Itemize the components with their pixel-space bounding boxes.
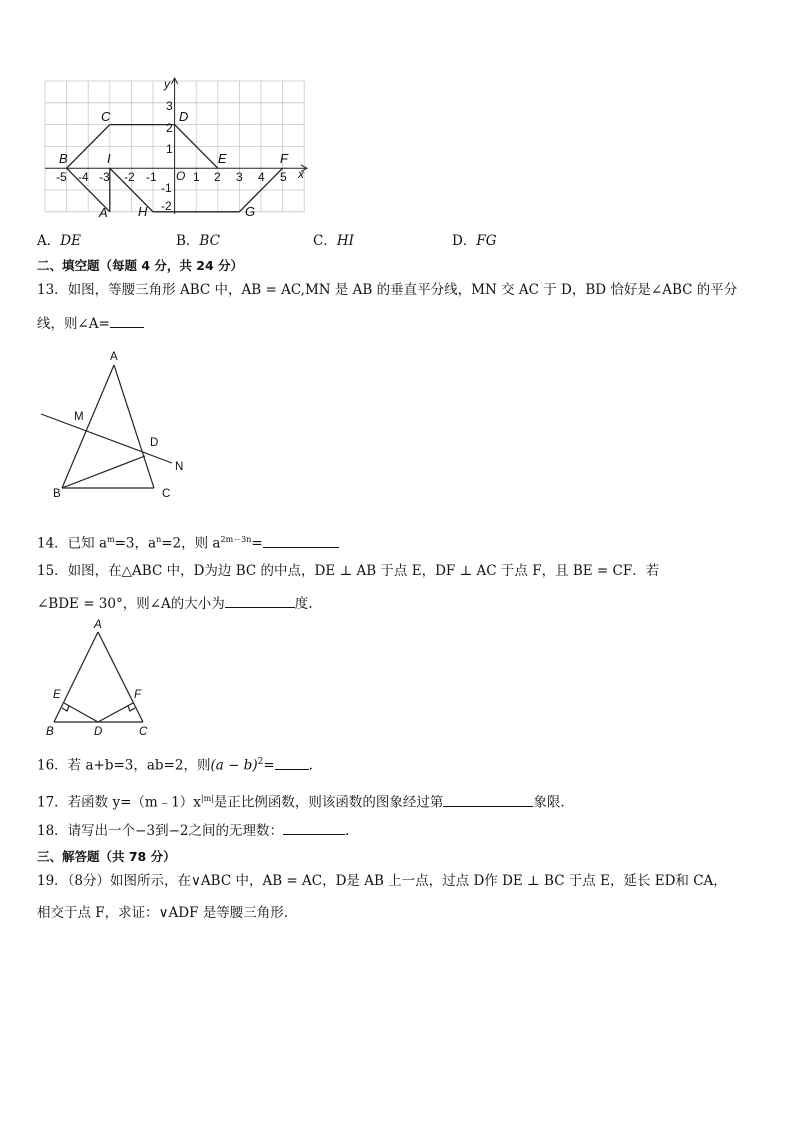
x-tick-neg1: -1 [146,170,157,184]
q13-triangle-figure [35,345,200,505]
q13-label-m: M [74,411,84,423]
point-label-f: F [280,151,288,166]
q15-label-f: F [134,689,142,701]
q13-answer-blank[interactable] [110,313,144,328]
q15-label-a: A [94,619,102,631]
coordinate-grid-figure [40,72,315,220]
y-axis-label: y [164,77,170,91]
q16-answer-blank[interactable] [275,755,309,770]
point-label-c: C [101,109,111,124]
point-label-e: E [218,151,227,166]
q13-line1: 13．如图，等腰三角形 ABC 中，AB = AC,MN 是 AB 的垂直平分线，MN 交 AC 于 D，BD 恰好是∠ABC 的平分 [37,282,738,298]
x-tick-2: 2 [214,170,221,184]
q13-label-n: N [175,461,184,473]
section2-heading: 二、填空题（每题 4 分，共 24 分） [37,258,244,273]
y-tick-neg1: -1 [161,181,172,195]
q19-line1: 19．（8分）如图所示，在∨ABC 中，AB = AC，D是 AB 上一点，过点 D作 DE ⊥ BC 于点 E，延长 ED和 CA， [37,873,727,889]
point-label-g: G [245,204,256,219]
q15-line1: 15．如图，在△ABC 中，D为边 BC 的中点，DE ⊥ AB 于点 E，DF ⊥ AC 于点 F，且 BE = CF．若 [37,563,660,579]
q15-answer-blank[interactable] [225,593,295,608]
y-tick-neg2: -2 [161,199,172,213]
x-tick-3: 3 [236,170,243,184]
option-d[interactable]: D．FG [452,233,497,249]
x-tick-4: 4 [258,170,265,184]
x-axis-label: x [298,167,304,181]
x-tick-5: 5 [280,170,287,184]
option-b[interactable]: B．BC [176,233,220,249]
q18-line: 18．请写出一个−3到−2之间的无理数： . [37,820,349,841]
section3-heading: 三、解答题（共 78 分） [37,849,176,864]
point-label-d: D [179,109,189,124]
option-a[interactable]: A．DE [37,233,81,249]
y-tick-2: 2 [166,121,173,135]
q13-label-c: C [162,488,171,500]
q17-line: 17．若函数 $y=(m﹣1)x^{|m|}$是正比例函数，则该函数的图象经过第 象限. [37,789,565,813]
y-tick-3: 3 [166,99,173,113]
x-tick-neg2: -2 [124,170,135,184]
q14-line: 14．已知 $a^m=3$，$a^n=2$，则 $a^{2m-3n}=$ [37,530,339,554]
point-label-a: A [99,205,108,220]
q13-line2: 线，则∠A= [37,313,144,334]
q15-label-b: B [46,726,54,738]
q18-answer-blank[interactable] [283,820,345,835]
point-label-b: B [59,151,68,166]
q15-label-d: D [94,726,103,738]
origin-label: O [176,169,186,183]
q13-label-a: A [110,351,118,363]
q15-triangle-figure [38,615,158,740]
q19-line2: 相交于点 F，求证：∨ADF 是等腰三角形. [37,905,289,921]
q17-answer-blank[interactable] [443,792,533,807]
point-label-h: H [138,204,148,219]
q13-label-b: B [53,488,61,500]
point-label-i: I [107,151,111,166]
x-tick-1: 1 [193,170,200,184]
q15-line2: ∠BDE = 30°，则∠A的大小为 度. [37,593,313,614]
q13-label-d: D [150,437,159,449]
q16-line: 16．若 a+b=3，ab=2，则$(a - b)^2=$ . [37,752,313,776]
q15-label-e: E [53,689,61,701]
x-tick-neg3: -3 [99,170,110,184]
x-tick-neg4: -4 [78,170,89,184]
x-tick-neg5: -5 [56,170,67,184]
y-tick-1: 1 [166,142,173,156]
q15-label-c: C [139,726,148,738]
q14-answer-blank[interactable] [263,533,339,548]
option-c[interactable]: C．HI [313,233,354,249]
